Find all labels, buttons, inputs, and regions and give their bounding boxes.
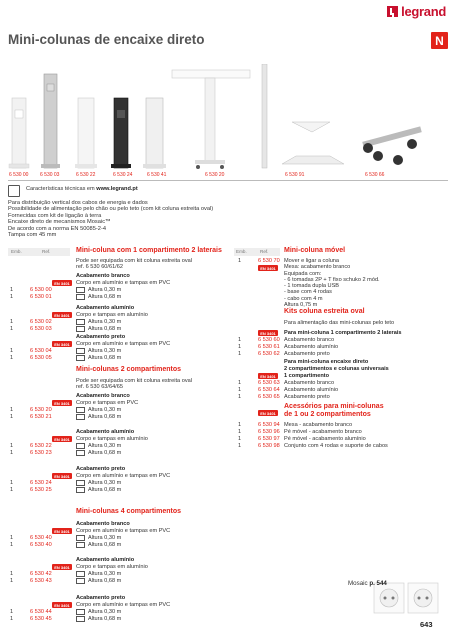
qty: 1 xyxy=(10,287,14,293)
height-icon xyxy=(76,480,85,486)
height-icon xyxy=(76,578,85,584)
desc-line: - cabo com 4 m xyxy=(284,295,323,302)
group-title: Acabamento preto xyxy=(76,334,126,340)
product-code: 6 530 24 xyxy=(113,172,133,178)
size-label: Altura 0,30 m xyxy=(88,287,122,293)
row-label: Conjunto com 4 rodas e suporte de cabos xyxy=(284,443,388,449)
height-icon xyxy=(76,571,85,577)
desc-line: - base com 4 rodas xyxy=(284,289,332,296)
size-label: Altura 0,30 m xyxy=(88,348,122,354)
qty: 1 xyxy=(10,609,14,615)
height-icon xyxy=(76,443,85,449)
intro-text xyxy=(8,200,308,238)
section-title: Mini-coluna móvel xyxy=(284,247,346,254)
ref-code: 6 530 65 xyxy=(258,394,280,400)
sub-title: 1 compartimento xyxy=(284,373,330,379)
group-title: Acabamento alumínio xyxy=(76,557,135,563)
norm-badge: EN 3401 xyxy=(258,373,278,379)
height-icon xyxy=(76,616,85,622)
ref-code: 6 530 23 xyxy=(30,450,52,456)
page-title: Mini-colunas de encaixe direto xyxy=(8,32,205,47)
section-title: Acessórios para mini-colunas xyxy=(284,403,384,410)
height-icon xyxy=(76,319,85,325)
ref-code: 6 530 94 xyxy=(258,422,280,428)
height-icon xyxy=(76,450,85,456)
ref-code: 6 530 25 xyxy=(30,487,52,493)
column-photo-table xyxy=(172,70,250,169)
desc-line: - 1 tomada dupla USB xyxy=(284,283,340,290)
height-icon xyxy=(76,542,85,548)
ref-code: 6 530 24 xyxy=(30,480,52,486)
column-header-right xyxy=(234,248,280,256)
norm-badge: EN 3401 xyxy=(52,436,72,442)
row-label: Acabamento preto xyxy=(284,351,330,357)
ref-code: 6 530 60 xyxy=(258,337,280,343)
product-code: 6 530 91 xyxy=(285,172,305,178)
qty: 1 xyxy=(10,319,14,325)
column-header-emb: Emb. xyxy=(236,249,247,254)
section-badge: N xyxy=(431,32,448,49)
desc-line: Equipada com: xyxy=(284,270,322,277)
qty: 1 xyxy=(10,294,14,300)
ref-code: 6 530 44 xyxy=(30,609,52,615)
qty: 1 xyxy=(10,414,14,420)
height-icon xyxy=(76,535,85,541)
size-label: Altura 0,30 m xyxy=(88,443,122,449)
size-label: Altura 0,30 m xyxy=(88,407,122,413)
row-label: Pé móvel - acabamento branco xyxy=(284,429,362,435)
ref-code: 6 530 43 xyxy=(30,578,52,584)
legrand-logo-icon xyxy=(387,6,398,17)
ref-code: 6 530 63 xyxy=(258,380,280,386)
sub-title: Para mini-coluna 1 compartimento 2 laterais xyxy=(284,330,402,336)
height-icon xyxy=(76,414,85,420)
note-line: ref. 6 530 60/61/62 xyxy=(76,264,123,271)
qty: 1 xyxy=(238,258,242,264)
qty: 1 xyxy=(10,450,14,456)
size-label: Altura 0,68 m xyxy=(88,578,122,584)
column-header-ref: Ref. xyxy=(260,249,269,254)
qty: 1 xyxy=(10,542,14,548)
size-label: Altura 0,30 m xyxy=(88,319,122,325)
qty: 1 xyxy=(10,616,14,622)
column-header-ref: Ref. xyxy=(42,249,51,254)
qty: 1 xyxy=(10,571,14,577)
size-label: Altura 0,68 m xyxy=(88,355,122,361)
height-icon xyxy=(76,294,85,300)
page-number: 643 xyxy=(420,620,433,629)
column-photo-alu-1 xyxy=(41,74,60,168)
size-label: Altura 0,30 m xyxy=(88,609,122,615)
row-label: Acabamento alumínio xyxy=(284,387,339,393)
column-photo-white-1 xyxy=(9,98,29,168)
column-photo-foot xyxy=(282,122,344,164)
row-label: Pé móvel - acabamento alumínio xyxy=(284,436,366,442)
ref-code: 6 530 01 xyxy=(30,294,52,300)
size-label: Altura 0,68 m xyxy=(88,487,122,493)
qty: 1 xyxy=(238,337,242,343)
row-label: Acabamento preto xyxy=(284,394,330,400)
norm-badge: EN 3401 xyxy=(258,410,278,416)
section-note xyxy=(76,378,192,391)
size-label: Altura 0,30 m xyxy=(88,571,122,577)
tech-info-prefix: Características técnicas em xyxy=(26,186,97,192)
column-photo-white-2 xyxy=(75,98,97,168)
row-label: Acabamento alumínio xyxy=(284,344,339,350)
divider xyxy=(8,180,448,181)
qty: 1 xyxy=(238,429,242,435)
tech-info-line xyxy=(26,186,138,192)
section-title: de 1 ou 2 compartimentos xyxy=(284,411,371,418)
note-line: ref. 6 530 63/64/65 xyxy=(76,384,123,391)
ref-code: 6 530 98 xyxy=(258,443,280,449)
row-label: Mesa - acabamento branco xyxy=(284,422,353,428)
qty: 1 xyxy=(10,578,14,584)
intro-line: Tampa com 45 mm xyxy=(8,232,57,239)
group-title: Acabamento branco xyxy=(76,521,130,527)
note-line: Pode ser equipada com kit coluna estreita oval xyxy=(76,378,192,384)
qty: 1 xyxy=(10,407,14,413)
row-label: Acabamento branco xyxy=(284,380,335,386)
row-label: Acabamento branco xyxy=(284,337,335,343)
size-label: Altura 0,68 m xyxy=(88,414,122,420)
size-label: Altura 0,68 m xyxy=(88,294,122,300)
size-label: Altura 0,30 m xyxy=(88,480,122,486)
qty: 1 xyxy=(238,422,242,428)
ref-code: 6 530 03 xyxy=(30,326,52,332)
norm-badge: EN 3401 xyxy=(258,330,278,336)
norm-badge: EN 3401 xyxy=(52,312,72,318)
norm-badge: EN 3401 xyxy=(52,400,72,406)
group-desc: Corpo e tampas em alumínio xyxy=(76,312,148,318)
ref-code: 6 530 40 xyxy=(30,542,52,548)
desc-line: Altura 0,75 m xyxy=(284,302,318,309)
column-photo-black xyxy=(111,98,131,168)
qty: 1 xyxy=(238,380,242,386)
group-title: Acabamento alumínio xyxy=(76,429,135,435)
ref-code: 6 530 45 xyxy=(30,616,52,622)
group-desc: Corpo e tampas em PVC xyxy=(76,400,139,406)
kits-intro: Para alimentação das mini-colunas pelo teto xyxy=(284,320,395,326)
product-code: 6 530 41 xyxy=(147,172,167,178)
group-title: Acabamento preto xyxy=(76,466,126,472)
norm-badge: EN 3401 xyxy=(52,280,72,286)
technical-info-icon xyxy=(8,185,20,197)
norm-badge: EN 3401 xyxy=(52,602,72,608)
brand-name: legrand xyxy=(401,3,446,19)
column-photo-4comp xyxy=(143,98,166,168)
intro-line: Possibilidade de alimentação pelo chão ou pelo teto (com kit coluna estreita oval) xyxy=(8,206,214,213)
norm-badge: EN 3401 xyxy=(52,473,72,479)
intro-line: Fornecidas com kit de ligação à terra xyxy=(8,212,102,219)
product-photos xyxy=(0,64,452,176)
ref-code: 6 530 64 xyxy=(258,387,280,393)
height-icon xyxy=(76,326,85,332)
size-label: Altura 0,30 m xyxy=(88,535,122,541)
ref-code: 6 530 22 xyxy=(30,443,52,449)
qty: 1 xyxy=(10,535,14,541)
qty: 1 xyxy=(10,487,14,493)
column-photo-wheels xyxy=(362,126,422,165)
ref-code: 6 530 02 xyxy=(30,319,52,325)
size-label: Altura 0,68 m xyxy=(88,450,122,456)
norm-badge: EN 3401 xyxy=(52,528,72,534)
desc-line: Mover e ligar a coluna xyxy=(284,258,340,264)
ref-code: 6 530 97 xyxy=(258,436,280,442)
group-title: Acabamento branco xyxy=(76,393,130,399)
qty: 1 xyxy=(238,387,242,393)
height-icon xyxy=(76,287,85,293)
sub-title: Para mini-coluna encaixe direto xyxy=(284,359,369,365)
size-label: Altura 0,68 m xyxy=(88,326,122,332)
qty: 1 xyxy=(10,326,14,332)
height-icon xyxy=(76,487,85,493)
qty: 1 xyxy=(238,443,242,449)
column-header-left xyxy=(8,248,70,256)
ref-code: 6 530 21 xyxy=(30,414,52,420)
ref-code: 6 530 20 xyxy=(30,407,52,413)
ref-code: 6 530 04 xyxy=(30,348,52,354)
group-title: Acabamento alumínio xyxy=(76,305,135,311)
norm-badge: EN 3401 xyxy=(258,265,278,271)
intro-line: Encaixe direto de mecanismos Mosaic™ xyxy=(8,219,111,226)
legrand-logo xyxy=(387,4,446,18)
height-icon xyxy=(76,609,85,615)
product-code: 6 530 00 xyxy=(9,172,29,178)
group-title: Acabamento preto xyxy=(76,595,126,601)
size-label: Altura 0,68 m xyxy=(88,616,122,622)
qty: 1 xyxy=(238,394,242,400)
ref-code: 6 530 61 xyxy=(258,344,280,350)
ref-code: 6 530 05 xyxy=(30,355,52,361)
product-code: 6 530 03 xyxy=(40,172,60,178)
note-line: Pode ser equipada com kit coluna estreita oval xyxy=(76,258,192,264)
section-title: Kits coluna estreita oval xyxy=(284,308,365,315)
qty: 1 xyxy=(238,344,242,350)
tech-info-link[interactable]: www.legrand.pt xyxy=(96,186,138,192)
ref-code: 6 530 70 xyxy=(258,258,280,264)
ref-code: 6 530 40 xyxy=(30,535,52,541)
height-icon xyxy=(76,407,85,413)
height-icon xyxy=(76,348,85,354)
size-label: Altura 0,68 m xyxy=(88,542,122,548)
product-code-row xyxy=(0,172,452,180)
qty: 1 xyxy=(238,436,242,442)
group-desc: Corpo e tampas em alumínio xyxy=(76,564,148,570)
norm-badge: EN 3401 xyxy=(52,564,72,570)
ref-code: 6 530 62 xyxy=(258,351,280,357)
section-note xyxy=(76,258,192,271)
desc-line: Mesa: acabamento branco xyxy=(284,264,351,271)
qty: 1 xyxy=(10,348,14,354)
sub-title: 2 compartimentos e colunas universais xyxy=(284,366,389,372)
qty: 1 xyxy=(10,480,14,486)
qty: 1 xyxy=(238,351,242,357)
group-desc: Corpo em alumínio e tampas em PVC xyxy=(76,280,171,286)
product-code: 6 530 22 xyxy=(76,172,96,178)
movel-description xyxy=(284,258,380,308)
group-desc: Corpo em alumínio e tampas em PVC xyxy=(76,341,171,347)
ref-code: 6 530 42 xyxy=(30,571,52,577)
intro-line: De acordo com a norma EN 50085-2-4 xyxy=(8,225,107,232)
group-desc: Corpo em alumínio e tampas em PVC xyxy=(76,602,171,608)
qty: 1 xyxy=(10,355,14,361)
product-code: 6 530 20 xyxy=(205,172,225,178)
intro-line: Para distribuição vertical dos cabos de energia e dados xyxy=(8,200,148,206)
group-desc: Corpo e tampas em alumínio xyxy=(76,436,148,442)
group-desc: Corpo em alumínio e tampas em PVC xyxy=(76,528,171,534)
column-header-emb: Emb. xyxy=(11,249,22,254)
height-icon xyxy=(76,355,85,361)
ref-code: 6 530 96 xyxy=(258,429,280,435)
qty: 1 xyxy=(10,443,14,449)
section-title: Mini-colunas 2 compartimentos xyxy=(76,366,182,373)
column-photo-pole xyxy=(262,64,267,168)
see-also-link[interactable] xyxy=(348,580,387,587)
norm-badge: EN 3401 xyxy=(52,341,72,347)
see-also-page: p. 544 xyxy=(369,580,387,587)
ref-code: 6 530 00 xyxy=(30,287,52,293)
group-title: Acabamento branco xyxy=(76,273,130,279)
section-title: Mini-coluna com 1 compartimento 2 laterais xyxy=(76,247,222,254)
group-desc: Corpo em alumínio e tampas em PVC xyxy=(76,473,171,479)
see-also-prefix: Mosaic xyxy=(348,580,370,587)
product-code: 6 530 66 xyxy=(365,172,385,178)
section-title: Mini-colunas 4 compartimentos xyxy=(76,508,182,515)
desc-line: - 6 tomadas 2P + T fixo schuko 2 mód. xyxy=(284,276,380,283)
